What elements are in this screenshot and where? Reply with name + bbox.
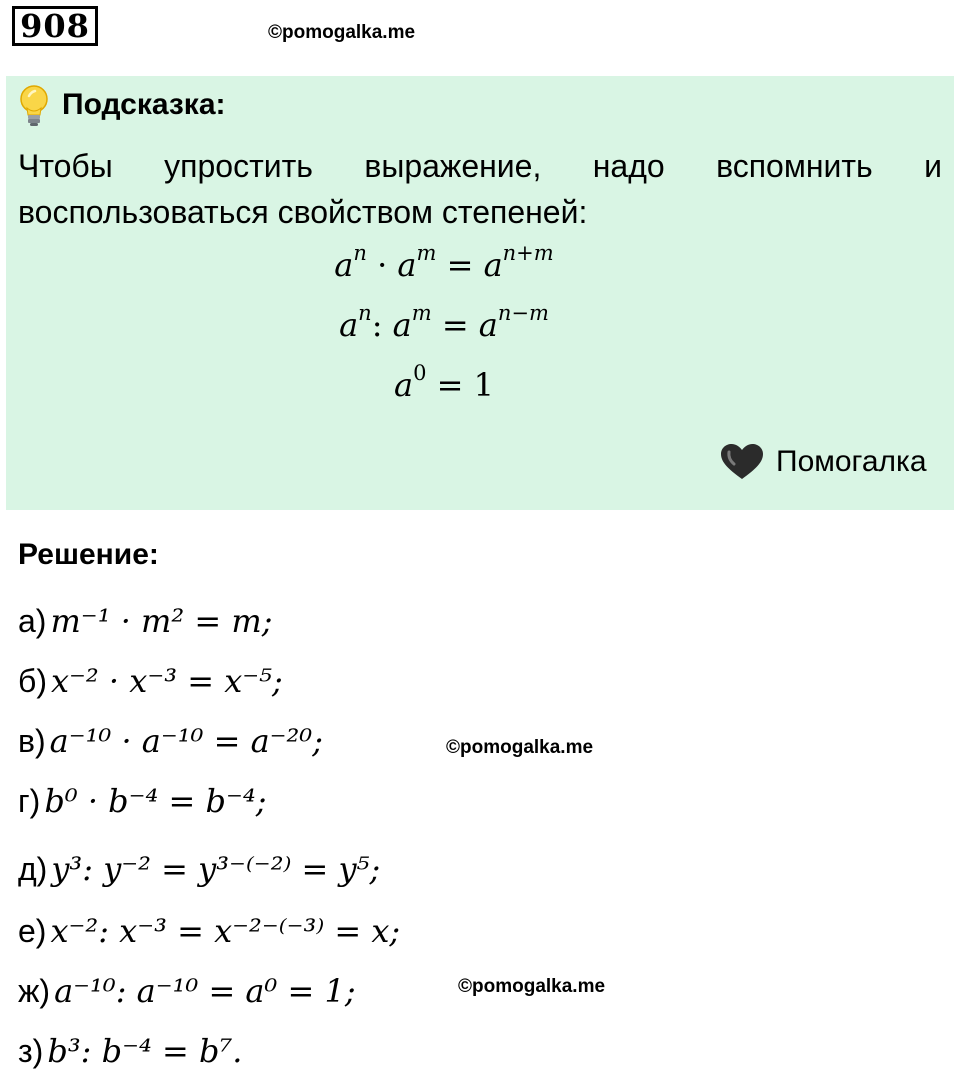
expression: x⁻² · x⁻³ = x⁻⁵;	[50, 662, 283, 700]
solution-line-v: в) a⁻¹⁰ · a⁻¹⁰ = a⁻²⁰;	[18, 722, 323, 760]
watermark-top: ©pomogalka.me	[268, 22, 416, 43]
solution-line-zh: ж) a⁻¹⁰: a⁻¹⁰ = a⁰ = 1;	[18, 972, 356, 1010]
solution-line-z: з) b³: b⁻⁴ = b⁷.	[18, 1032, 243, 1070]
heart-icon	[720, 443, 764, 481]
formula-product: $a^n \cdot a^m = a^{n+m}$	[334, 241, 554, 284]
formula-quotient: $a^n$: $a^m = a^{n-m}$	[339, 301, 549, 344]
expression: a⁻¹⁰ · a⁻¹⁰ = a⁻²⁰;	[49, 722, 323, 760]
expression: y³: y⁻² = y³⁻⁽⁻²⁾ = y⁵;	[51, 850, 381, 888]
solution-title: Решение:	[18, 538, 159, 571]
brand-name: Помогалка	[776, 445, 927, 478]
hint-text: Чтобы упростить выражение, надо вспомнить и воспользоваться свойством степеней:	[18, 148, 942, 230]
expression: b⁰ · b⁻⁴ = b⁻⁴;	[44, 782, 267, 820]
solution-line-d: д) y³: y⁻² = y³⁻⁽⁻²⁾ = y⁵;	[18, 850, 381, 888]
solution-line-a: а) m⁻¹ · m² = m;	[18, 602, 273, 640]
brand	[720, 440, 927, 484]
lightbulb-icon	[16, 84, 52, 128]
watermark-bottom: ©pomogalka.me	[458, 976, 606, 997]
expression: a⁻¹⁰: a⁻¹⁰ = a⁰ = 1;	[54, 972, 356, 1010]
hint-title: Подсказка:	[62, 88, 226, 121]
expression: x⁻²: x⁻³ = x⁻²⁻⁽⁻³⁾ = x;	[50, 912, 401, 950]
solution-line-g: г) b⁰ · b⁻⁴ = b⁻⁴;	[18, 782, 267, 820]
solution-line-b: б) x⁻² · x⁻³ = x⁻⁵;	[18, 662, 283, 700]
expression: m⁻¹ · m² = m;	[50, 602, 273, 640]
task-number: 908	[12, 6, 98, 46]
solution-line-e: е) x⁻²: x⁻³ = x⁻²⁻⁽⁻³⁾ = x;	[18, 912, 401, 950]
watermark-middle: ©pomogalka.me	[446, 737, 594, 758]
expression: b³: b⁻⁴ = b⁷.	[47, 1032, 243, 1070]
formula-zero-power: $a^0 = 1$	[394, 361, 494, 404]
